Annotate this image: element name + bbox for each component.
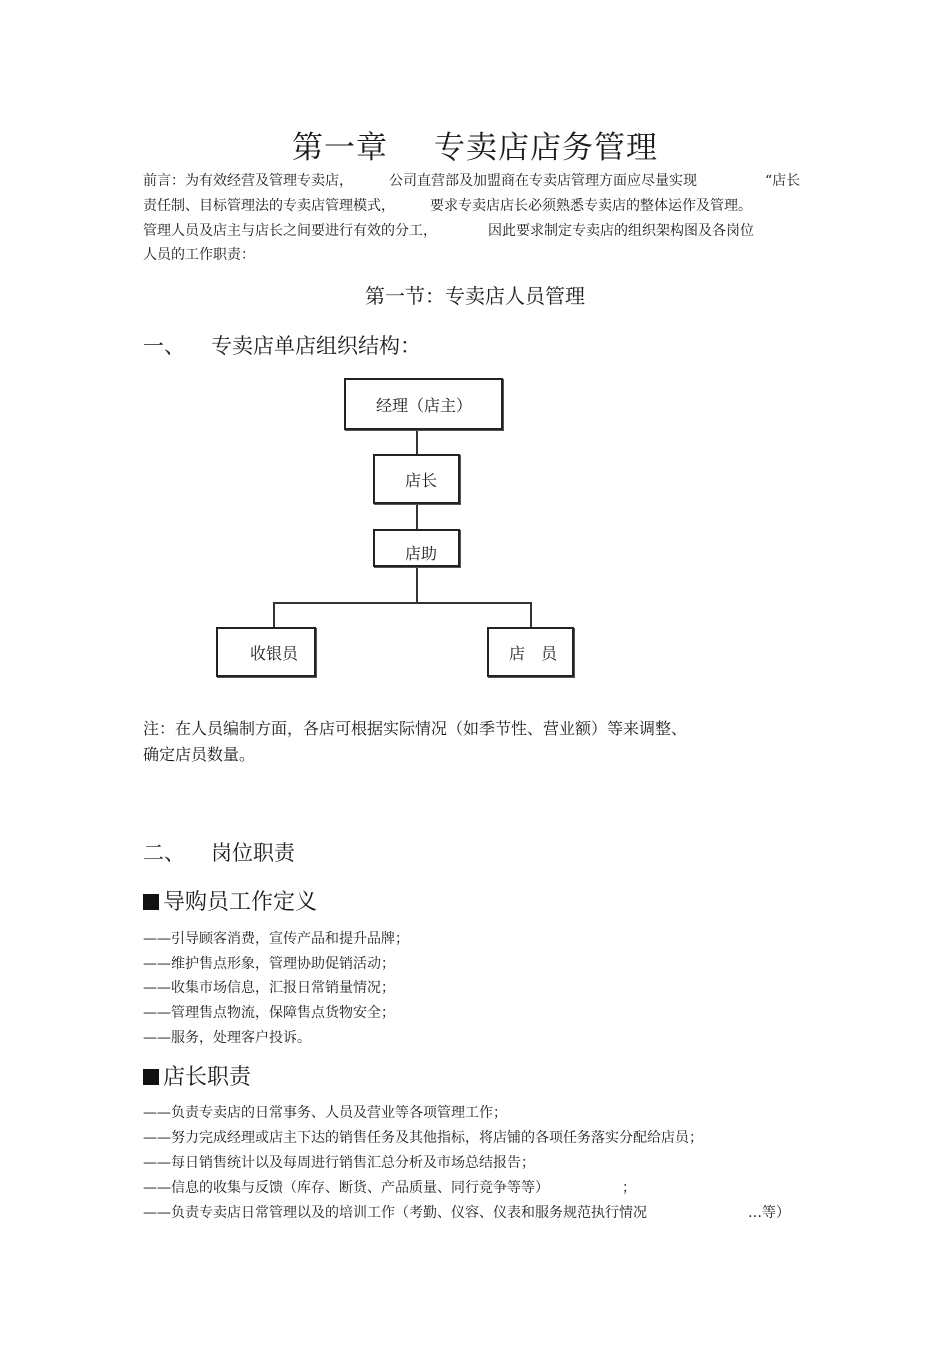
list-item: ——负责专卖店日常管理以及的培训工作（考勤、仪容、仪表和服务规范执行情况	[143, 1205, 647, 1221]
list-item: ——努力完成经理或店主下达的销售任务及其他指标，将店铺的各项任务落实分配给店员；	[143, 1130, 703, 1146]
list-item: ——收集市场信息，汇报日常销量情况；	[143, 980, 395, 996]
chapter-number: 第一章	[292, 130, 388, 166]
square-bullet-icon	[143, 894, 159, 910]
part-two-number: 二、	[143, 841, 185, 865]
org-box-manager	[344, 378, 503, 430]
list-item: ——管理售点物流，保障售点货物安全；	[143, 1005, 395, 1021]
org-box-assistant	[373, 529, 460, 567]
list-item: ——引导顾客消费，宣传产品和提升品牌；	[143, 931, 409, 947]
intro-line-2a: 责任制、目标管理法的专卖店管理模式，	[143, 198, 395, 214]
part-two-heading	[143, 837, 443, 867]
org-box-label: 经理（店主）	[376, 395, 473, 415]
intro-line-1c: “店长	[765, 173, 801, 189]
connector-line	[530, 602, 532, 627]
list-item-tail: ；	[622, 1180, 636, 1196]
part-one-heading	[143, 330, 543, 360]
intro-text: 前言：为有效经营及管理专卖店，	[143, 173, 353, 189]
manager-duty-heading	[143, 1060, 251, 1091]
intro-line-3a: 管理人员及店主与店长之间要进行有效的分工，	[143, 223, 437, 239]
square-bullet-icon	[143, 1069, 159, 1085]
chapter-name: 专卖店店务管理	[434, 130, 658, 166]
list-item-tail: …等）	[748, 1205, 790, 1221]
part-two-title: 岗位职责	[211, 841, 295, 865]
connector-line	[416, 429, 418, 455]
org-box-label: 收银员	[250, 643, 299, 663]
intro-line-2b: 要求专卖店店长必须熟悉专卖店的整体运作及管理。	[430, 198, 752, 214]
connector-line	[416, 503, 418, 529]
list-item: ——信息的收集与反馈（库存、断货、产品质量、同行竞争等等）	[143, 1180, 549, 1196]
chapter-title	[0, 122, 950, 167]
manager-duty-heading-text: 店长职责	[163, 1065, 252, 1090]
org-box-label: 店 员	[509, 643, 558, 663]
intro-line-3b: 因此要求制定专卖店的组织架构图及各岗位	[488, 223, 754, 239]
guide-heading	[143, 885, 317, 916]
list-item: ——负责专卖店的日常事务、人员及营业等各项管理工作；	[143, 1105, 507, 1121]
list-item: ——维护售点形象，管理协助促销活动；	[143, 956, 395, 972]
part-one-number: 一、	[143, 334, 185, 358]
note-line-2: 确定店员数量。	[143, 745, 256, 764]
intro-line-1b: 公司直营部及加盟商在专卖店管理方面应尽量实现	[389, 173, 697, 189]
intro-line-4: 人员的工作职责：	[143, 247, 255, 263]
org-box-cashier	[216, 627, 316, 677]
part-one-title: 专卖店单店组织结构：	[211, 334, 421, 358]
org-box-label: 店助	[405, 543, 438, 563]
guide-heading-text: 导购员工作定义	[163, 890, 318, 915]
connector-line	[273, 602, 275, 627]
org-box-label: 店长	[405, 470, 438, 490]
connector-line	[273, 602, 532, 604]
org-box-store-manager	[373, 454, 460, 504]
list-item: ——每日销售统计以及每周进行销售汇总分析及市场总结报告；	[143, 1155, 535, 1171]
list-item: ——服务，处理客户投诉。	[143, 1030, 311, 1046]
intro-line-1	[143, 170, 353, 190]
org-box-clerk	[487, 627, 574, 677]
note-line-1: 注：在人员编制方面，各店可根据实际情况（如季节性、营业额）等来调整、	[143, 719, 688, 738]
section-heading: 第一节：专卖店人员管理	[365, 284, 585, 308]
connector-line	[416, 566, 418, 602]
